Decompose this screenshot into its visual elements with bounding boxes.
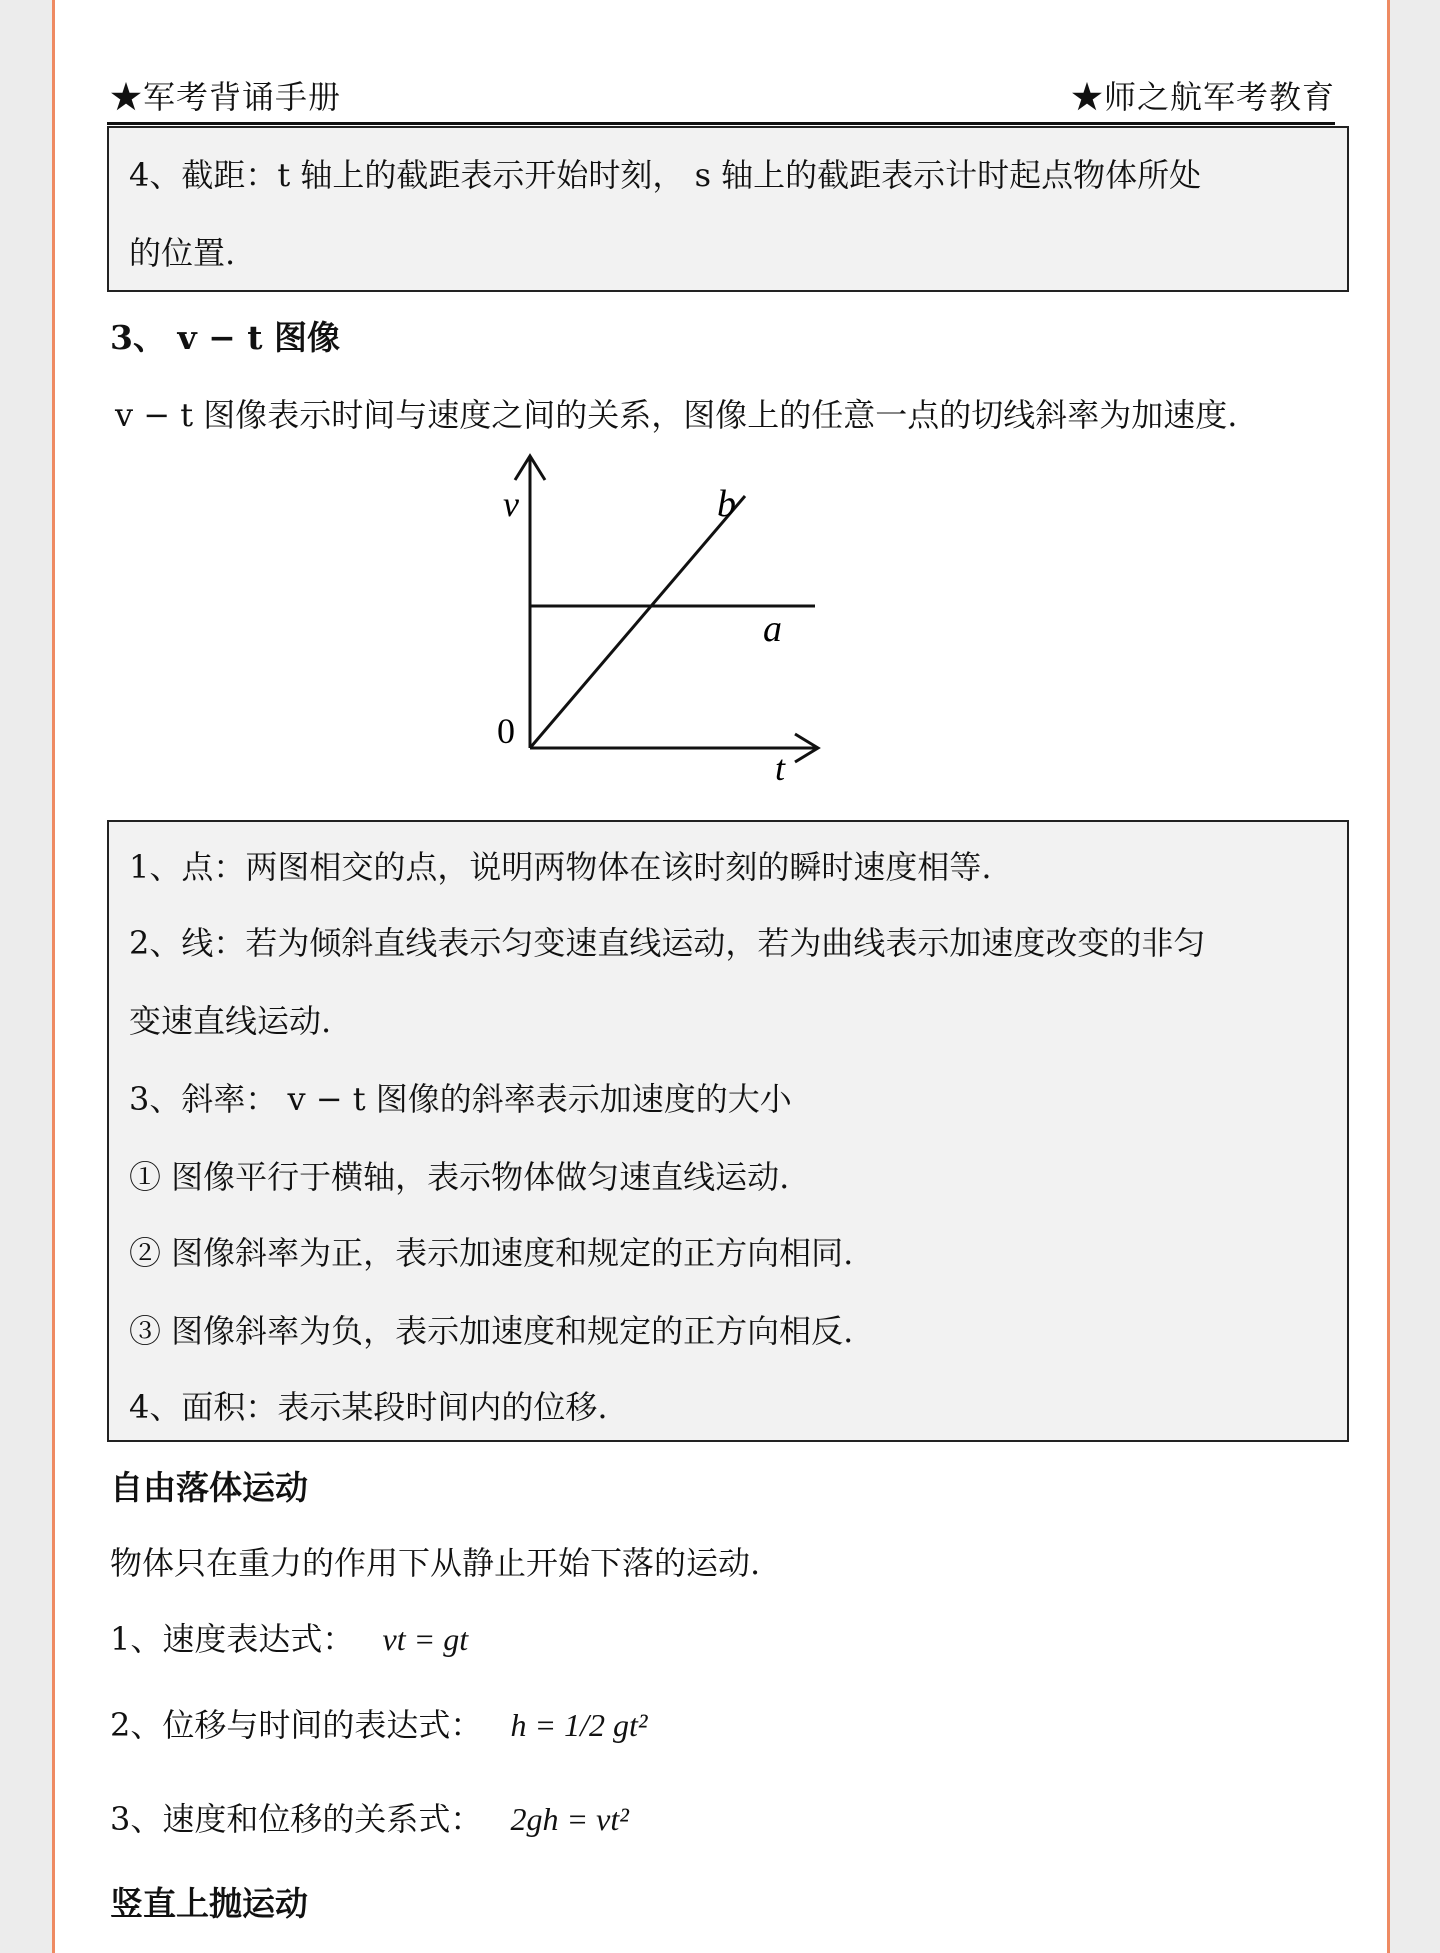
free-fall-heading: 自由落体运动 — [110, 1468, 308, 1507]
vt-heading: 3、 v − t 图像 — [110, 318, 340, 357]
document-page — [52, 0, 1390, 1953]
note-line-cont: 变速直线运动. — [129, 1002, 332, 1040]
line-b-label: b — [717, 483, 736, 525]
note-area: 4、面积：表示某段时间内的位移. — [129, 1388, 608, 1426]
formula-displacement-expr: h = 1/2 gt² — [510, 1707, 648, 1743]
line-b — [530, 496, 745, 748]
y-axis-label: v — [503, 484, 519, 524]
note-slope-1: ① 图像平行于横轴，表示物体做匀速直线运动. — [129, 1158, 790, 1196]
formula-relation — [110, 1794, 629, 1840]
line-a-label: a — [763, 608, 782, 650]
origin-label: 0 — [497, 711, 515, 751]
header-rule — [107, 122, 1335, 125]
note-point: 1、点：两图相交的点，说明两物体在该时刻的瞬时速度相等. — [129, 848, 992, 886]
header-right: ★师之航军考教育 — [1070, 78, 1335, 116]
header-left: ★军考背诵手册 — [110, 78, 342, 116]
vt-notes-box — [107, 820, 1349, 1442]
free-fall-description: 物体只在重力的作用下从静止开始下落的运动. — [110, 1544, 761, 1582]
note-slope-2: ② 图像斜率为正，表示加速度和规定的正方向相同. — [129, 1234, 854, 1272]
formula-relation-expr: 2gh = vt² — [510, 1801, 629, 1837]
formula-displacement — [110, 1700, 648, 1746]
vt-description: v − t 图像表示时间与速度之间的关系，图像上的任意一点的切线斜率为加速度. — [115, 396, 1238, 434]
note-line: 2、线：若为倾斜直线表示匀变速直线运动，若为曲线表示加速度改变的非匀 — [129, 924, 1206, 962]
formula-velocity-label: 1、速度表达式： — [110, 1620, 355, 1658]
intercept-box — [107, 126, 1349, 292]
formula-displacement-label: 2、位移与时间的表达式： — [110, 1706, 483, 1744]
vt-graph — [485, 448, 985, 788]
formula-velocity-expr: vt = gt — [382, 1621, 469, 1657]
intercept-line-1: 4、截距：t 轴上的截距表示开始时刻， s 轴上的截距表示计时起点物体所处 — [129, 156, 1202, 194]
formula-velocity — [110, 1614, 468, 1660]
note-slope-3: ③ 图像斜率为负，表示加速度和规定的正方向相反. — [129, 1312, 854, 1350]
note-slope: 3、斜率： v − t 图像的斜率表示加速度的大小 — [129, 1080, 792, 1118]
formula-relation-label: 3、速度和位移的关系式： — [110, 1800, 483, 1838]
vertical-throw-heading: 竖直上抛运动 — [110, 1884, 308, 1923]
intercept-line-2: 的位置. — [129, 234, 236, 272]
x-axis-label: t — [775, 748, 786, 788]
